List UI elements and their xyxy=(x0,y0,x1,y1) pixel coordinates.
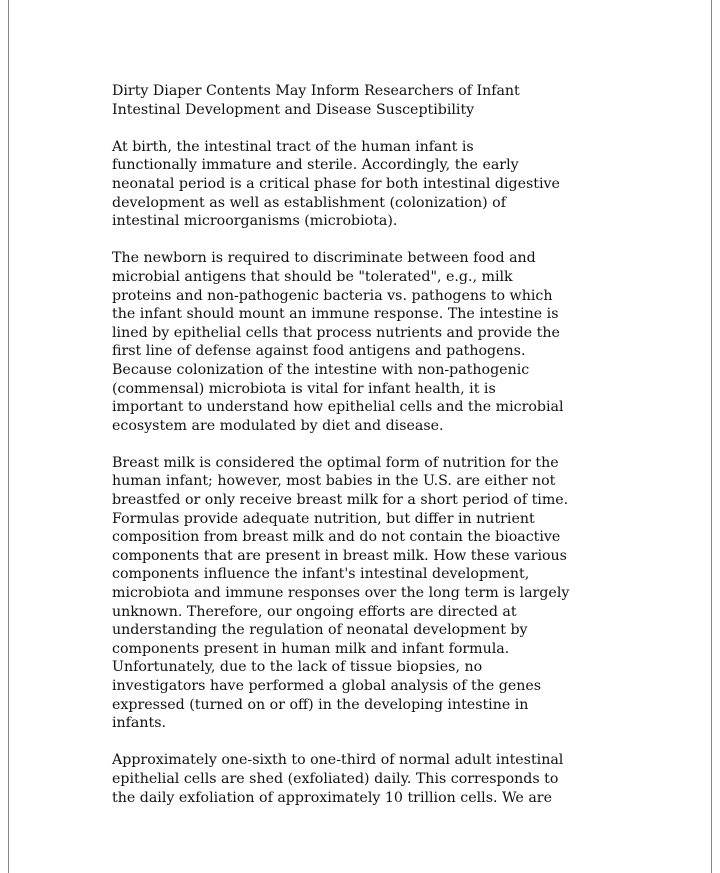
text-line: epithelial cells are shed (exfoliated) daily. This corresponds to xyxy=(112,770,559,787)
text-line: At birth, the intestinal tract of the human infant is xyxy=(112,138,474,155)
text-line: Because colonization of the intestine with non-pathogenic xyxy=(112,361,530,378)
page-right-edge xyxy=(711,0,712,873)
title-line: Intestinal Development and Disease Susceptibility xyxy=(112,101,475,118)
paragraph-newborn-antigens xyxy=(112,249,612,435)
text-line: Breast milk is considered the optimal form of nutrition for the xyxy=(112,454,559,471)
paragraph-breast-milk xyxy=(112,454,612,733)
text-line: development as well as establishment (colonization) of xyxy=(112,194,506,211)
text-line: lined by epithelial cells that process nutrients and provide the xyxy=(112,324,560,341)
text-line: components that are present in breast milk. How these various xyxy=(112,547,567,564)
text-line: the daily exfoliation of approximately 10 trillion cells. We are xyxy=(112,789,552,806)
page-left-edge xyxy=(8,0,9,873)
paragraph-cell-exfoliation xyxy=(112,751,612,807)
text-line: microbiota and immune responses over the long term is largely xyxy=(112,585,570,602)
text-line: human infant; however, most babies in the U.S. are either not xyxy=(112,473,556,490)
title-line: Dirty Diaper Contents May Inform Researchers of Infant xyxy=(112,83,520,99)
text-line: understanding the regulation of neonatal development by xyxy=(112,622,528,639)
text-line: infants. xyxy=(112,715,167,732)
text-line: The newborn is required to discriminate between food and xyxy=(112,250,536,267)
document-body xyxy=(112,82,612,826)
text-line: components influence the infant's intestinal development, xyxy=(112,566,530,583)
text-line: proteins and non-pathogenic bacteria vs. pathogens to which xyxy=(112,287,553,304)
text-line: neonatal period is a critical phase for both intestinal digestive xyxy=(112,175,560,192)
text-line: expressed (turned on or off) in the developing intestine in xyxy=(112,696,529,713)
text-line: components present in human milk and infant formula. xyxy=(112,640,510,657)
text-line: Unfortunately, due to the lack of tissue biopsies, no xyxy=(112,659,483,676)
text-line: investigators have performed a global analysis of the genes xyxy=(112,678,542,694)
text-line: Approximately one-sixth to one-third of normal adult intestinal xyxy=(112,752,564,769)
text-line: unknown. Therefore, our ongoing efforts are directed at xyxy=(112,603,517,620)
paragraph-birth-intestinal-tract xyxy=(112,138,612,231)
text-line: (commensal) microbiota is vital for infant health, it is xyxy=(112,380,496,397)
text-line: important to understand how epithelial cells and the microbial xyxy=(112,399,564,416)
text-line: Formulas provide adequate nutrition, but differ in nutrient xyxy=(112,510,535,527)
text-line: intestinal microorganisms (microbiota). xyxy=(112,213,398,230)
text-line: microbial antigens that should be "tolerated", e.g., milk xyxy=(112,268,513,285)
text-line: ecosystem are modulated by diet and disease. xyxy=(112,417,444,434)
text-line: composition from breast milk and do not contain the bioactive xyxy=(112,529,561,546)
text-line: the infant should mount an immune response. The intestine is xyxy=(112,306,559,323)
text-line: breastfed or only receive breast milk for a short period of time. xyxy=(112,492,569,509)
text-line: functionally immature and sterile. Accordingly, the early xyxy=(112,157,519,174)
document-title xyxy=(112,82,612,119)
text-line: first line of defense against food antigens and pathogens. xyxy=(112,343,526,360)
